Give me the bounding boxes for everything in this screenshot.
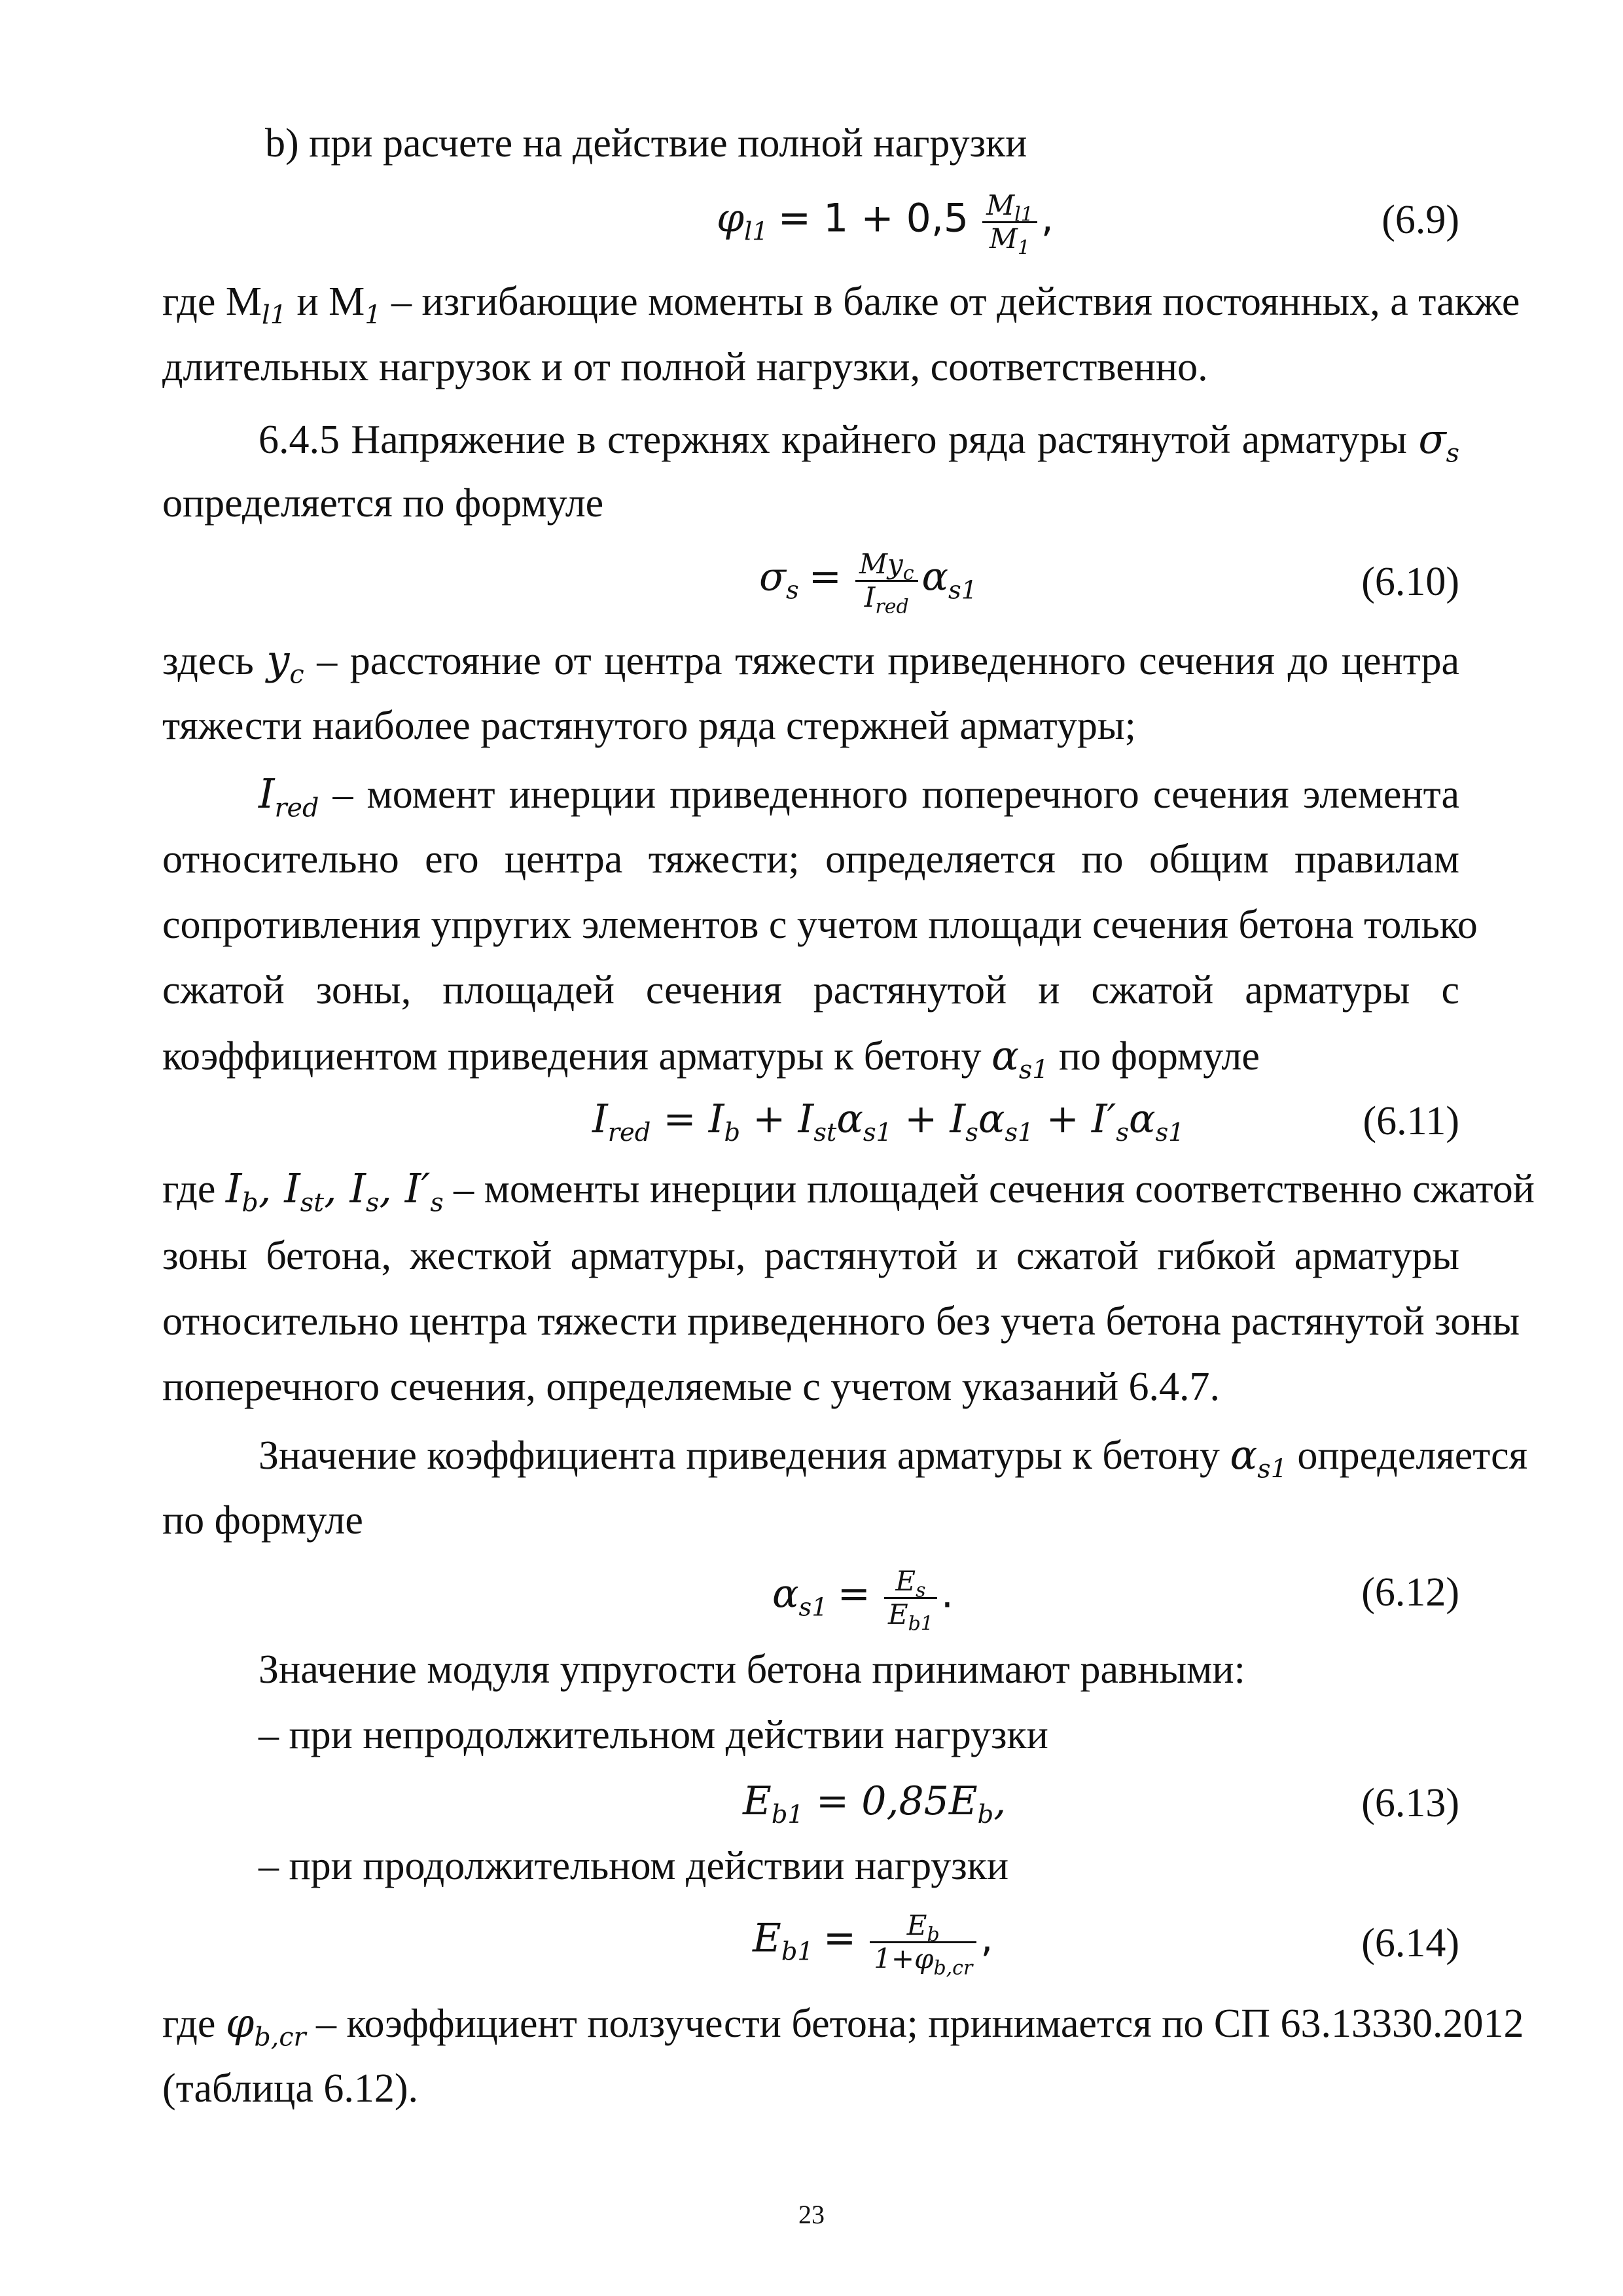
equation-number-6-14: (6.14) bbox=[1361, 1921, 1459, 1965]
paragraph-short-term: – при непродолжительном действии нагрузки bbox=[259, 1713, 1048, 1757]
section-6-4-5-line1: 6.4.5 Напряжение в стержнях крайнего ряда растянутой арматуры $\sigma_s$ bbox=[259, 415, 1459, 469]
paragraph-ired-line5: коэффициентом приведения арматуры к бетону $\alpha_{s1}$ по формуле bbox=[162, 1031, 1260, 1085]
equation-6-12: $\alpha_{s1}$ = $\frac{E_s}{E_{b1}}$ . bbox=[772, 1565, 954, 1636]
paragraph-creep-line1: где $\varphi_{b,cr}$ – коэффициент ползучести бетона; принимается по СП 63.13330.2012 bbox=[162, 1999, 1524, 2053]
section-6-4-5-line2: определяется по формуле bbox=[162, 481, 604, 526]
equation-number-6-13: (6.13) bbox=[1361, 1781, 1459, 1825]
page-number: 23 bbox=[798, 2200, 825, 2229]
equation-number-6-10: (6.10) bbox=[1361, 560, 1459, 604]
paragraph-ired-line4: сжатой зоны, площадей сечения растянутой и сжатой арматуры с bbox=[162, 968, 1459, 1013]
equation-number-6-9: (6.9) bbox=[1382, 198, 1459, 242]
equation-6-11: $I_{red} = I_b + I_{st}\alpha_{s1} + I_s\alpha_{s1} + I'_s\alpha_{s1}$ bbox=[592, 1096, 1185, 1147]
paragraph-inertia-line4: поперечного сечения, определяемые с учетом указаний 6.4.7. bbox=[162, 1365, 1221, 1409]
equation-6-14: $E_{b1}$ = $\frac{E_b}{1+\varphi_{b,cr}}$ , bbox=[753, 1909, 993, 1980]
paragraph-modulus: Значение модуля упругости бетона принимают равными: bbox=[259, 1647, 1245, 1692]
paragraph-yc-line1: здесь $y_c$ – расстояние от центра тяжести приведенного сечения до центра bbox=[162, 636, 1460, 690]
paragraph-ired-line2: относительно его центра тяжести; определяется по общим правилам bbox=[162, 837, 1459, 882]
paragraph-moments-line1: где $M_{l1}$ и $M_1$ – изгибающие моменты в балке от действия постоянных, а также bbox=[162, 279, 1520, 331]
paragraph-moments-line2: длительных нагрузок и от полной нагрузки, соответственно. bbox=[162, 345, 1208, 389]
paragraph-inertia-line3: относительно центра тяжести приведенного без учета бетона растянутой зоны bbox=[162, 1299, 1520, 1344]
paragraph-inertia-line2: зоны бетона, жесткой арматуры, растянутой и сжатой гибкой арматуры bbox=[162, 1234, 1459, 1278]
paragraph-coef-line2: по формуле bbox=[162, 1498, 363, 1543]
equation-number-6-12: (6.12) bbox=[1361, 1570, 1459, 1615]
paragraph-coef-line1: Значение коэффициента приведения арматуры к бетону $\alpha_{s1}$ определяется bbox=[259, 1431, 1528, 1484]
paragraph-ired-line3: сопротивления упругих элементов с учетом площади сечения бетона только bbox=[162, 903, 1478, 947]
paragraph-b: b) при расчете на действие полной нагрузки bbox=[265, 121, 1027, 166]
equation-6-10: $\sigma_s$ = $\frac{My_c}{I_{red}}$ $\alpha_{s1}$ bbox=[759, 548, 978, 619]
paragraph-inertia-line1: где $I_b$, $I_{st}$, $I_s$, $I'_s$ – моменты инерции площадей сечения соответственно сжатой bbox=[162, 1164, 1535, 1218]
equation-6-9: $\varphi_{l1} = 1 + 0,5$ $\frac{M_{l1}}{M_1}$ , bbox=[717, 189, 1054, 260]
paragraph-creep-line2: (таблица 6.12). bbox=[162, 2066, 418, 2111]
equation-6-13: $E_{b1} = 0,85E_b$, bbox=[743, 1778, 1007, 1829]
paragraph-long-term: – при продолжительном действии нагрузки bbox=[259, 1844, 1009, 1888]
equation-number-6-11: (6.11) bbox=[1363, 1099, 1459, 1143]
paragraph-yc-line2: тяжести наиболее растянутого ряда стержней арматуры; bbox=[162, 704, 1136, 748]
paragraph-ired-line1: $I_{red}$ – момент инерции приведенного поперечного сечения элемента bbox=[259, 770, 1459, 823]
